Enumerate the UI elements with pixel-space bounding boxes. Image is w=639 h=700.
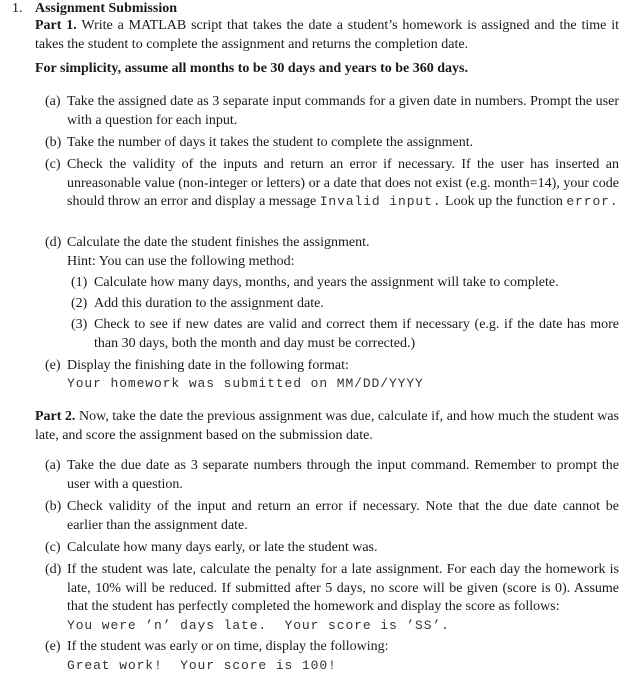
part2-intro-text: Now, take the date the previous assignment was due, calculate if, and how much the student was late, and score the assignment based on the submission date. — [35, 409, 619, 443]
item-label: (b) — [45, 135, 62, 150]
item-label: (a) — [45, 94, 61, 109]
part2-item-b: Check validity of the input and return an error if necessary. Note that the due date cannot be earlier than the assignment date. — [67, 499, 619, 533]
part2-item-a: Take the due date as 3 separate numbers through the input command. Remember to prompt the user with a question. — [67, 458, 619, 492]
part1-intro — [35, 17, 619, 54]
on-time-score-code: Great work! Your score is 100! — [67, 658, 337, 673]
finish-date-format-code: Your homework was submitted on MM/DD/YYYY — [67, 376, 424, 391]
part2-label: Part 2. — [35, 409, 76, 424]
part1-item-d: Calculate the date the student finishes the assignment. — [67, 235, 370, 250]
item-label: (d) — [45, 235, 62, 250]
item-label: (c) — [45, 157, 61, 172]
part2-item-d: If the student was late, calculate the penalty for a late assignment. For each day the homework is late, 10% will be reduced. If submitted after 5 days, no score will be given (score is 0). Assume that the student has perfectly completed the homework and display the score as follows: — [67, 562, 619, 614]
part1-intro-text: Write a MATLAB script that takes the date a student’s homework is assigned and the time it takes the student to complete the assignment and returns the completion date. — [35, 18, 620, 52]
part1-item-e: Display the finishing date in the following format: — [67, 358, 349, 373]
item-label: (d) — [45, 562, 62, 577]
part1-item-c-text: Check the validity of the inputs and return an error if necessary. If the user has inserted an unreasonable value (non-integer or letters) or a date that does not exist (e.g. month=14), your code should throw an error and display a message — [67, 157, 619, 209]
part1-subitem-2: Add this duration to the assignment date. — [94, 296, 324, 311]
item-label: (c) — [45, 540, 61, 555]
part2-item-c: Calculate how many days early, or late the student was. — [67, 540, 378, 555]
part1-item-c-text2: Look up the function — [445, 194, 563, 209]
part1-subitem-1: Calculate how many days, months, and years the assignment will take to complete. — [94, 275, 559, 290]
late-score-code: You were ’n’ days late. Your score is ’SS’. — [67, 618, 450, 633]
part1-item-c — [67, 156, 619, 212]
part1-simplicity-note: For simplicity, assume all months to be 30 days and years to be 360 days. — [35, 61, 468, 76]
part2-item-e: If the student was early or on time, display the following: — [67, 639, 389, 654]
part2-intro — [35, 408, 619, 445]
part1-item-d-hint: Hint: You can use the following method: — [67, 254, 295, 269]
part1-item-b: Take the number of days it takes the student to complete the assignment. — [67, 135, 474, 150]
part1-subitem-3: Check to see if new dates are valid and correct them if necessary (e.g. if the date has more than 30 days, both the month and day must be corrected.) — [94, 317, 619, 351]
part1-label: Part 1. — [35, 18, 77, 33]
section-title: Assignment Submission — [35, 1, 177, 16]
item-label: (e) — [45, 639, 61, 654]
subitem-label: (3) — [71, 317, 88, 332]
section-number: 1. — [12, 1, 23, 16]
item-label: (a) — [45, 458, 61, 473]
item-label: (e) — [45, 358, 61, 373]
subitem-label: (2) — [71, 296, 88, 311]
invalid-input-code: Invalid input. — [319, 194, 442, 209]
error-function-code: error. — [566, 194, 619, 209]
subitem-label: (1) — [71, 275, 88, 290]
item-label: (b) — [45, 499, 62, 514]
part1-item-a: Take the assigned date as 3 separate input commands for a given date in numbers. Prompt the user with a question for each input. — [67, 94, 619, 128]
